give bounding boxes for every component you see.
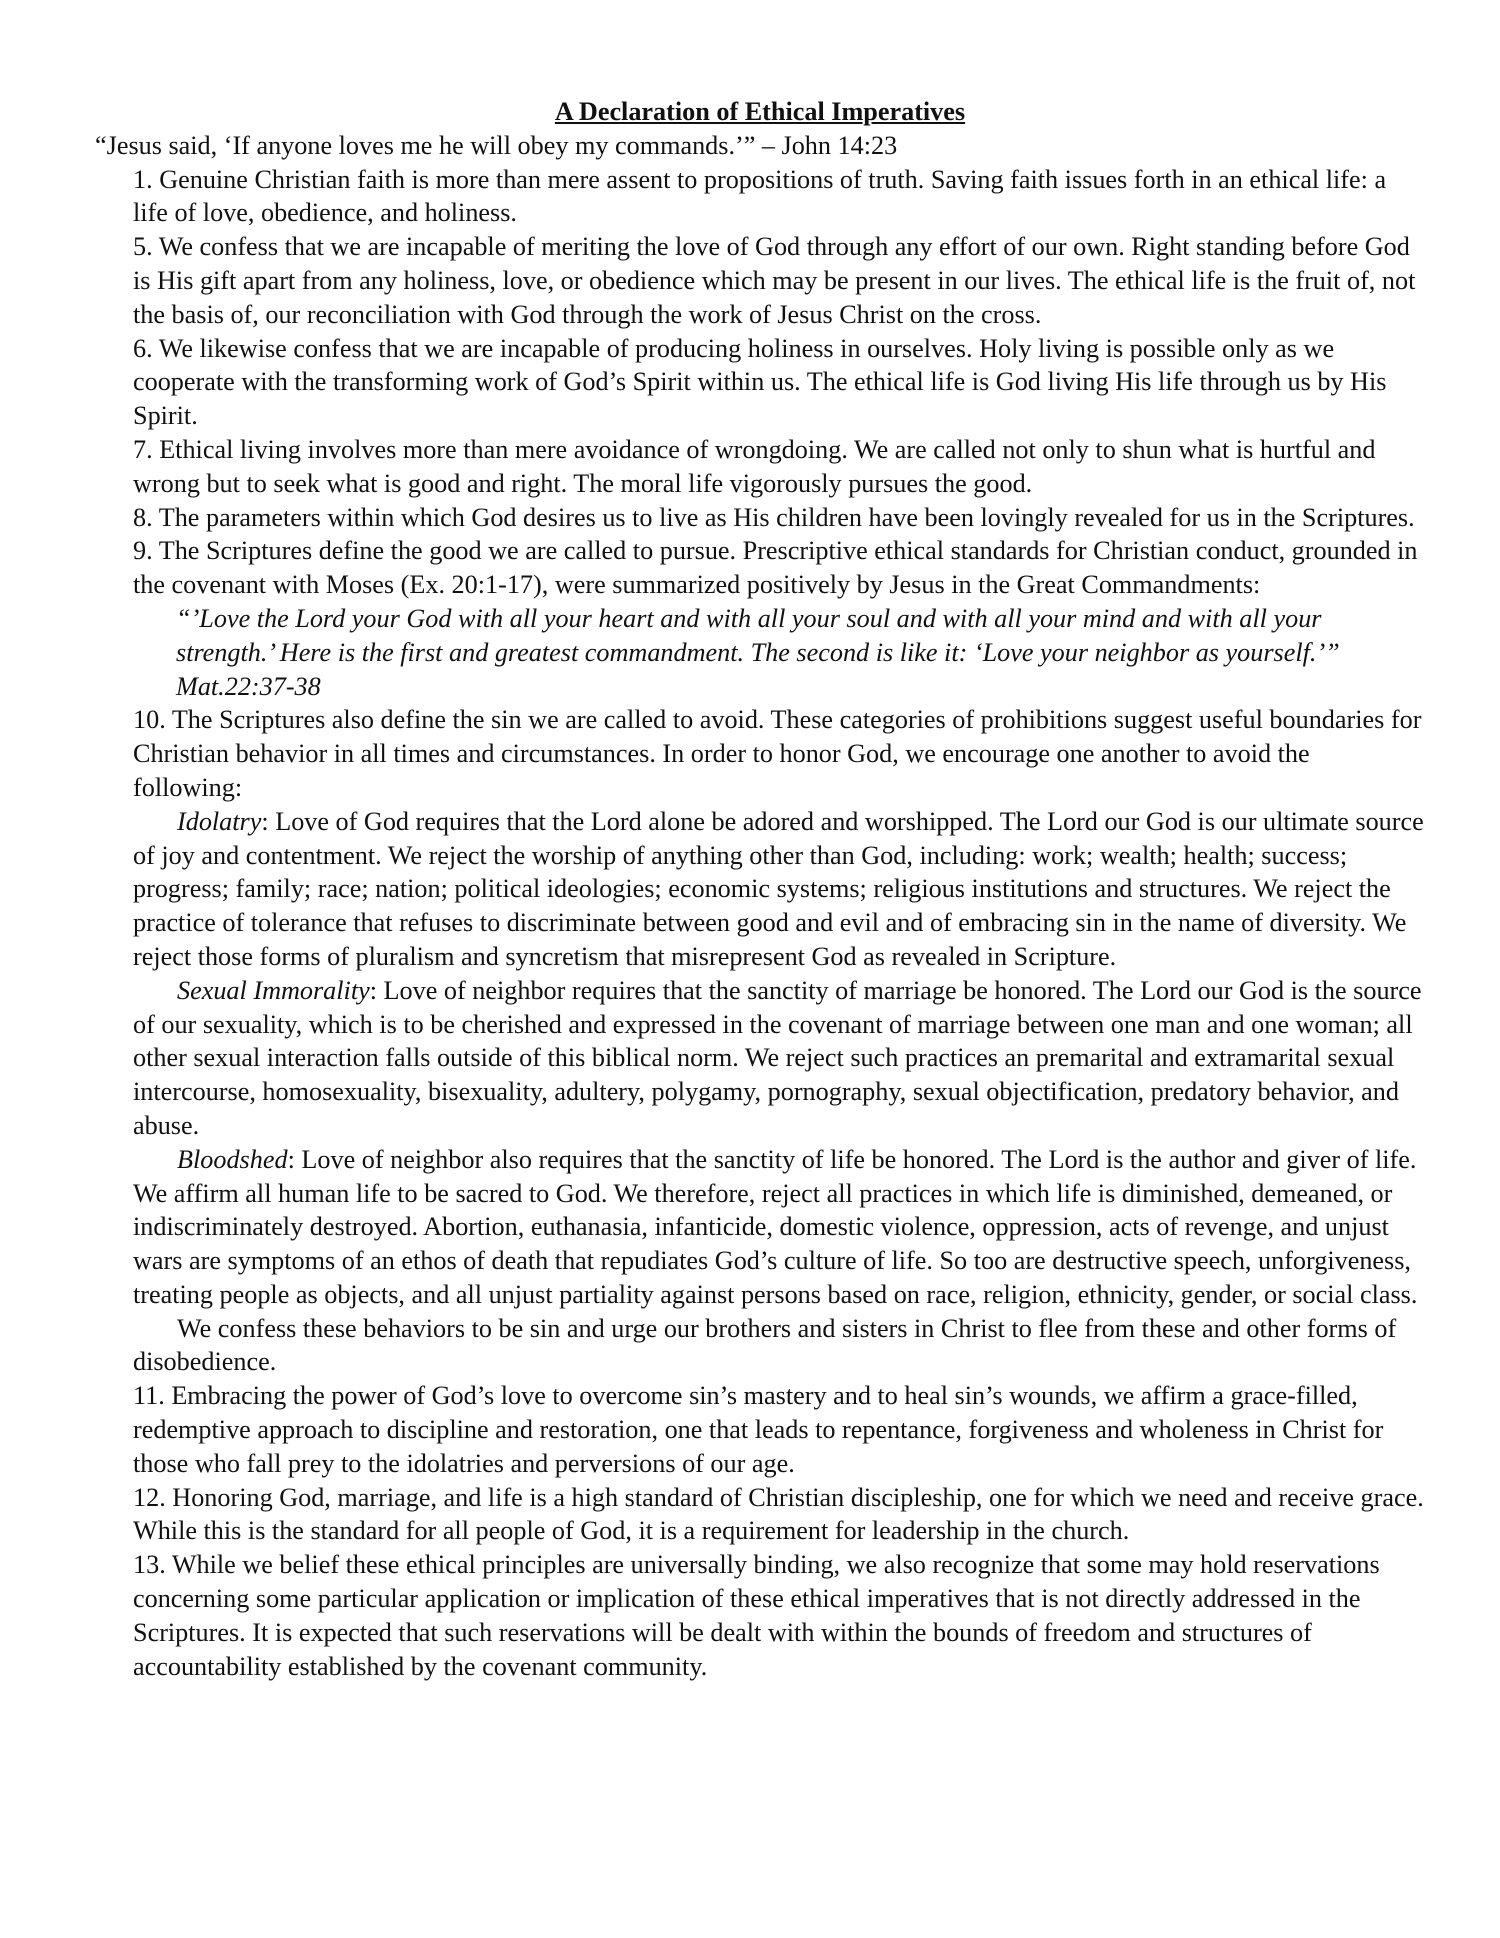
list-item: 1. Genuine Christian faith is more than mere assent to propositions of truth. Saving faith issues forth in an ethical life: a life of love, obedience, and holiness.: [133, 164, 1387, 228]
list-item: 6. We likewise confess that we are incapable of producing holiness in ourselves. Holy living is possible only as we cooperate with the transforming work of God’s Spirit within us. The ethical life is God living His life through us by His Spirit.: [133, 333, 1387, 431]
list-item: 8. The parameters within which God desires us to live as His children have been lovingly revealed for us in the Scriptures.: [133, 502, 1415, 532]
list-item: 9. The Scriptures define the good we are called to pursue. Prescriptive ethical standards for Christian conduct, grounded in the covenant with Moses (Ex. 20:1-17), were summarized positively by Jesus in the Great Commandments:: [133, 536, 1418, 600]
category-name: Sexual Immorality: [177, 975, 370, 1005]
category-paragraph: Idolatry: Love of God requires that the Lord alone be adored and worshipped. The Lord our God is our ultimate source of joy and contentment. We reject the worship of anything other than God, including: work; wealth; health; success; progress; family; race; nation; political ideologies; economic systems; religious institutions and structures. We reject the practice of tolerance that refuses to discriminate between good and evil and of embracing sin in the name of diversity. We reject those forms of pluralism and syncretism that misrepresent God as revealed in Scripture.: [133, 806, 1424, 971]
category-paragraph: Bloodshed: Love of neighbor also requires that the sanctity of life be honored. The Lord is the author and giver of life. We affirm all human life to be sacred to God. We therefore, reject all practices in which life is diminished, demeaned, or indiscriminately destroyed. Abortion, euthanasia, infanticide, domestic violence, oppression, acts of revenge, and unjust wars are symptoms of an ethos of death that repudiates God’s culture of life. So too are destructive speech, unforgiveness, treating people as objects, and all unjust partiality against persons based on race, religion, ethnicity, gender, or social class.: [133, 1144, 1418, 1309]
list-item: 12. Honoring God, marriage, and life is a high standard of Christian discipleship, one for which we need and receive grace. While this is the standard for all people of God, it is a requirement for leadership in the church.: [133, 1482, 1424, 1546]
confession-paragraph: We confess these behaviors to be sin and urge our brothers and sisters in Christ to flee from these and other forms of disobedience.: [133, 1313, 1397, 1377]
category-name: Idolatry: [177, 806, 262, 836]
document-page: [95, 95, 1425, 1683]
epigraph: “Jesus said, ‘If anyone loves me he will obey my commands.’” – John 14:23: [95, 130, 898, 160]
list-item: 7. Ethical living involves more than mere avoidance of wrongdoing. We are called not only to shun what is hurtful and wrong but to seek what is good and right. The moral life vigorously pursues the good.: [133, 434, 1376, 498]
category-name: Bloodshed: [177, 1144, 288, 1174]
list-item: 5. We confess that we are incapable of meriting the love of God through any effort of our own. Right standing before God is His gift apart from any holiness, love, or obedience which may be present in our lives. The ethical life is the fruit of, not the basis of, our reconciliation with God through the work of Jesus Christ on the cross.: [133, 232, 1416, 329]
list-item: 10. The Scriptures also define the sin we are called to avoid. These categories of prohibitions suggest useful boundaries for Christian behavior in all times and circumstances. In order to honor God, we encourage one another to avoid the following:: [133, 705, 1422, 802]
document-title: A Declaration of Ethical Imperatives: [554, 97, 966, 126]
list-item: 13. While we belief these ethical principles are universally binding, we also recognize that some may hold reservations concerning some particular application or implication of these ethical imperatives that is not directly addressed in the Scriptures. It is expected that such reservations will be dealt with within the bounds of freedom and structures of accountability established by the covenant community.: [133, 1550, 1380, 1681]
list-item: 11. Embracing the power of God’s love to overcome sin’s mastery and to heal sin’s wounds, we affirm a grace-filled, redemptive approach to discipline and restoration, one that leads to repentance, forgiveness and wholeness in Christ for those who fall prey to the idolatries and perversions of our age.: [133, 1381, 1384, 1478]
scripture-quote: “’Love the Lord your God with all your heart and with all your soul and with all your mind and with all your strength.’ Here is the first and greatest commandment. The second is like it: ‘Love your neighbor as yourself.’” Mat.22:37-38: [176, 603, 1340, 701]
category-paragraph: Sexual Immorality: Love of neighbor requires that the sanctity of marriage be honored. The Lord our God is the source of our sexuality, which is to be cherished and expressed in the covenant of marriage between one man and one woman; all other sexual interaction falls outside of this biblical norm. We reject such practices an premarital and extramarital sexual intercourse, homosexuality, bisexuality, adultery, polygamy, pornography, sexual objectification, predatory behavior, and abuse.: [133, 975, 1422, 1140]
